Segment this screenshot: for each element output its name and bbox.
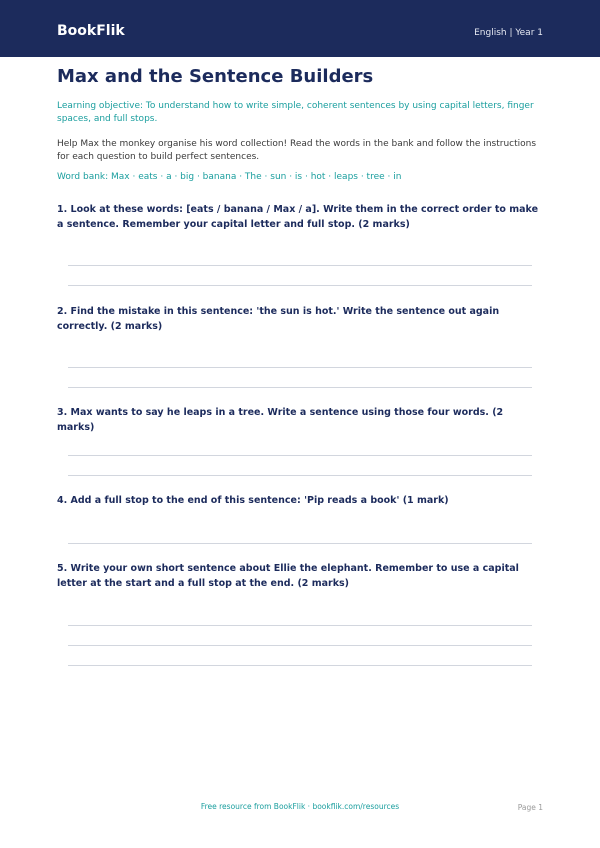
page-title: Max and the Sentence Builders	[57, 66, 374, 87]
breadcrumb: English | Year 1	[474, 28, 543, 38]
answer-line[interactable]	[68, 455, 532, 456]
answer-line[interactable]	[68, 265, 532, 266]
answer-line[interactable]	[68, 367, 532, 368]
page-number: Page 1	[517, 803, 543, 812]
question-4: 4. Add a full stop to the end of this sentence: 'Pip reads a book' (1 mark)	[57, 495, 449, 506]
answer-line[interactable]	[68, 665, 532, 666]
question-2: 2. Find the mistake in this sentence: 'the sun is hot.' Write the sentence out again correctly. (2 marks)	[57, 306, 500, 332]
intro-text: Help Max the monkey organise his word collection! Read the words in the bank and follow the instructions for each question to build perfect sentences.	[57, 139, 537, 162]
answer-line[interactable]	[68, 387, 532, 388]
answer-line[interactable]	[68, 475, 532, 476]
answer-line[interactable]	[68, 625, 532, 626]
learning-objective: Learning objective: To understand how to write simple, coherent sentences by using capital letters, finger spaces, and full stops.	[57, 101, 534, 124]
word-bank: Word bank: Max · eats · a · big · banana · The · sun · is · hot · leaps · tree · in	[57, 172, 402, 182]
answer-line[interactable]	[68, 285, 532, 286]
site-header	[0, 0, 600, 57]
answer-line[interactable]	[68, 543, 532, 544]
answer-line[interactable]	[68, 645, 532, 646]
question-5: 5. Write your own short sentence about Ellie the elephant. Remember to use a capital letter at the start and a full stop at the end. (2 marks)	[57, 563, 519, 589]
question-1: 1. Look at these words: [eats / banana / Max / a]. Write them in the correct order to make a sentence. Remember your capital letter and full stop. (2 marks)	[57, 204, 539, 230]
footer-text[interactable]: Free resource from BookFlik · bookflik.com/resources	[200, 802, 400, 811]
brand-logo[interactable]: BookFlik	[57, 23, 125, 39]
question-3: 3. Max wants to say he leaps in a tree. Write a sentence using those four words. (2 marks)	[57, 407, 504, 433]
